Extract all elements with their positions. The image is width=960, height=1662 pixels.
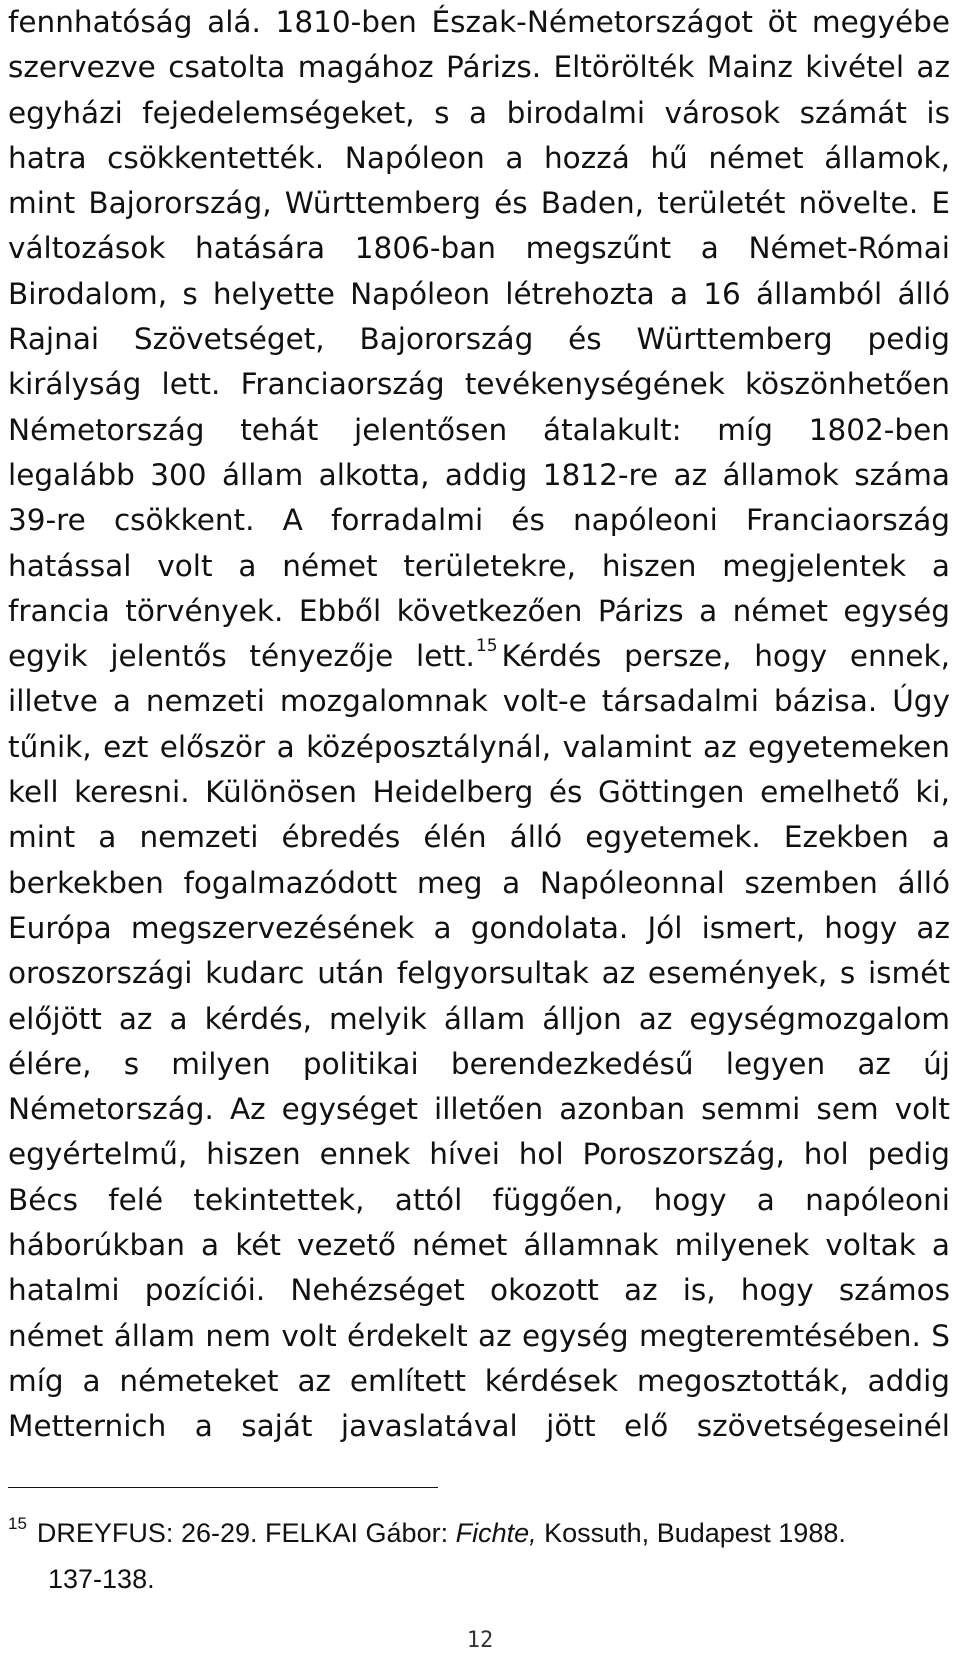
body-line: Európa megszervezésének a gondolata. Jól ismert, hogy az [8, 910, 950, 945]
body-line: kell keresni. Különösen Heidelberg és Göttingen emelhető ki, [8, 775, 950, 810]
body-line: francia törvények. Ebből következően Párizs a német egység [8, 593, 950, 628]
body-line: mint Bajorország, Württemberg és Baden, területét növelte. E [8, 186, 950, 221]
body-line: Rajnai Szövetséget, Bajorország és Württemberg pedig [8, 322, 950, 357]
footnote-reference: 15 [475, 636, 498, 657]
body-line: illetve a nemzeti mozgalomnak volt-e társadalmi bázisa. Úgy [8, 684, 950, 719]
body-line: Németország. Az egységet illetően azonban semmi sem volt [8, 1092, 950, 1127]
body-line: Bécs felé tekintettek, attól függően, hogy a napóleoni [8, 1182, 950, 1217]
body-line: Németország tehát jelentősen átalakult: míg 1802-ben [8, 412, 950, 447]
body-line: hatással volt a német területekre, hiszen megjelentek a [8, 548, 950, 583]
footnote-pages: 137-138. [48, 1564, 155, 1594]
body-line: mint a nemzeti ébredés élén álló egyetemek. Ezekben a [8, 820, 950, 855]
body-line: változások hatására 1806-ban megszűnt a Német-Római [8, 231, 950, 266]
body-line: élére, s milyen politikai berendezkedésű legyen az új [8, 1046, 950, 1081]
body-line: fennhatóság alá. 1810-ben Észak-Németországot öt megyébe [8, 5, 950, 39]
body-text-segment: Kérdés persze, hogy ennek, [501, 639, 950, 674]
body-line: míg a németeket az említett kérdések megosztották, addig [8, 1363, 950, 1398]
footnote-text: Kossuth, Budapest 1988. [536, 1518, 846, 1548]
body-line: Metternich a saját javaslatával jött elő szövetségeseinél [8, 1409, 950, 1444]
body-line: egyértelmű, hiszen ennek hívei hol Poroszország, hol pedig [8, 1137, 950, 1172]
body-line: Birodalom, s helyette Napóleon létrehozta a 16 államból álló [8, 276, 950, 311]
body-line: oroszországi kudarc után felgyorsultak az események, s ismét [8, 956, 950, 991]
body-line: legalább 300 állam alkotta, addig 1812-re az államok száma [8, 457, 950, 492]
footnote-number: 15 [8, 1514, 27, 1533]
body-line: háborúkban a két vezető német államnak milyenek voltak a [8, 1228, 950, 1263]
body-text-segment: egyik jelentős tényezője lett. [8, 639, 475, 674]
body-line: hatalmi pozíciói. Nehézséget okozott az is, hogy számos [8, 1273, 950, 1308]
footnote-separator [8, 1487, 438, 1488]
body-line: tűnik, ezt először a középosztálynál, valamint az egyetemeken [8, 729, 950, 764]
body-line: szervezve csatolta magához Párizs. Eltörölték Mainz kivétel az [8, 50, 950, 85]
footnote-text: DREYFUS: 26-29. FELKAI Gábor: [36, 1518, 456, 1548]
body-line: egyházi fejedelemségeket, s a birodalmi városok számát is [8, 95, 950, 130]
footnote-italic-title: Fichte, [455, 1518, 537, 1548]
body-line: berkekben fogalmazódott meg a Napóleonnal szemben álló [8, 865, 950, 900]
body-line: német állam nem volt érdekelt az egység megteremtésében. S [8, 1318, 950, 1353]
body-line: előjött az a kérdés, melyik állam álljon az egységmozgalom [8, 1001, 950, 1036]
body-line: hatra csökkentették. Napóleon a hozzá hű német államok, [8, 140, 950, 175]
body-line: 39-re csökkent. A forradalmi és napóleoni Franciaország [8, 503, 950, 538]
body-text [8, 0, 950, 1450]
page-number: 12 [466, 1628, 494, 1653]
footnote [8, 1510, 950, 1602]
body-line-with-footnote [8, 634, 950, 679]
body-line: királyság lett. Franciaország tevékenységének köszönhetően [8, 367, 950, 402]
